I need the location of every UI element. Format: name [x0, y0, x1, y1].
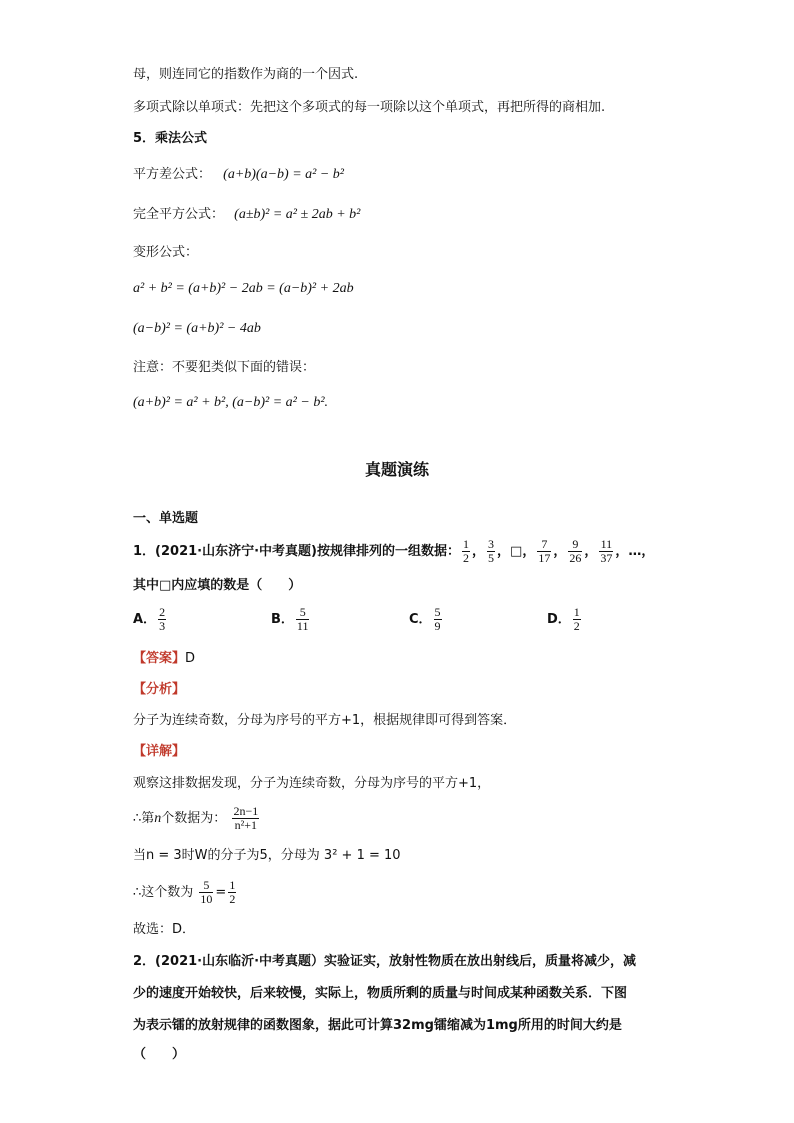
text-line: 多项式除以单项式：先把这个多项式的每一项除以这个单项式，再把所得的商相加. — [133, 100, 606, 115]
numerator: 5 — [299, 605, 306, 619]
formula-line — [133, 206, 360, 224]
option-label: B． — [271, 612, 294, 627]
separator: ， — [584, 544, 598, 559]
detail-line — [133, 802, 261, 836]
option-b — [271, 606, 311, 633]
analysis-text: 分子为连续奇数，分母为序号的平方+1，根据规律即可得到答案． — [133, 713, 517, 728]
fraction — [434, 606, 442, 633]
text-line: 母，则连同它的指数作为商的一个因式. — [133, 67, 359, 82]
variable: n — [154, 811, 162, 826]
fraction — [537, 538, 551, 565]
numerator: 5 — [434, 605, 441, 619]
option-d — [547, 606, 583, 633]
detail-line: 故选：D． — [133, 922, 196, 937]
analysis-tag: 【分析】 — [133, 682, 186, 697]
question-1-stem — [133, 538, 654, 565]
formula-label: 平方差公式： — [133, 167, 212, 182]
denominator: 17 — [538, 551, 551, 565]
fraction: $\frac{5}{10}$ — [200, 878, 213, 906]
numerator: 2 — [159, 605, 166, 619]
equals: = — [215, 885, 227, 900]
section-title: 真题演练 — [364, 460, 429, 479]
fraction: $\frac{1}{2}$ — [229, 878, 236, 906]
denominator: 26 — [569, 551, 582, 565]
question-2-line: 为表示镭的放射规律的函数图象，据此可计算32mg镭缩减为1mg所用的时间大约是 — [133, 1018, 622, 1033]
fraction: $\frac{2n-1}{\text{n²+1}}$ — [233, 804, 259, 832]
detail-text: ∴第 — [133, 811, 155, 826]
section-heading: 5．乘法公式 — [133, 131, 208, 146]
blank-box: □ — [510, 544, 523, 559]
question-1-stem-line2: 其中□内应填的数是（ ） — [133, 578, 302, 593]
numerator: 7 — [541, 537, 548, 551]
numerator: 3 — [488, 537, 495, 551]
separator: ， — [522, 544, 536, 559]
option-c — [409, 606, 444, 633]
option-label: A． — [133, 612, 157, 627]
formula-line — [133, 166, 344, 184]
detail-text: 个数据为： — [161, 811, 227, 826]
fraction — [296, 606, 310, 633]
numerator: 9 — [572, 537, 579, 551]
denominator: 2 — [573, 619, 580, 633]
fraction — [599, 538, 613, 565]
formula: (a−b)² = (a+b)² − 4ab — [133, 321, 261, 336]
numerator: 11 — [600, 537, 613, 551]
question-stem-text: 1．(2021·山东济宁·中考真题)按规律排列的一组数据： — [133, 544, 460, 559]
answer-line — [133, 650, 195, 668]
question-2-line: 2．(2021·山东临沂·中考真题）实验证实，放射性物质在放出射线后，质量将减少，减 — [133, 954, 637, 969]
formula: (a±b)² = a² ± 2ab + b² — [234, 207, 361, 222]
denominator: 11 — [296, 619, 309, 633]
denominator: 5 — [488, 551, 495, 565]
formula-label: 完全平方公式： — [133, 207, 225, 222]
detail-tag: 【详解】 — [133, 744, 186, 759]
numerator: 1 — [463, 537, 469, 551]
fraction — [462, 538, 470, 565]
part-title: 一、单选题 — [133, 511, 199, 526]
answer-tag: 【答案】 — [133, 651, 186, 666]
answer-value: D — [185, 651, 196, 666]
detail-line: 观察这排数据发现，分子为连续奇数，分母为序号的平方+1， — [133, 776, 491, 791]
denominator: 37 — [600, 551, 613, 565]
formula: (a+b)(a−b) = a² − b² — [223, 167, 344, 182]
detail-text: ∴这个数为 — [133, 885, 194, 900]
numerator: 1 — [573, 605, 580, 619]
fraction — [158, 606, 166, 633]
sequence-end: ，…， — [615, 544, 655, 559]
separator: ， — [497, 544, 511, 559]
text-line: 变形公式： — [133, 245, 199, 260]
separator: ， — [553, 544, 567, 559]
separator: ， — [472, 544, 486, 559]
fraction — [573, 606, 581, 633]
denominator: 3 — [159, 619, 166, 633]
fraction — [568, 538, 582, 565]
question-2-line: （ ） — [133, 1047, 186, 1062]
detail-line — [133, 876, 238, 910]
number-sequence — [460, 537, 615, 565]
formula: (a+b)² = a² + b², (a−b)² = a² − b². — [133, 395, 329, 410]
denominator: 9 — [434, 619, 441, 633]
denominator: 2 — [463, 551, 469, 565]
option-label: C． — [409, 612, 432, 627]
question-2-line: 少的速度开始较快，后来较慢，实际上，物质所剩的质量与时间成某种函数关系．下图 — [133, 986, 628, 1001]
text-line: 注意：不要犯类似下面的错误： — [133, 360, 316, 375]
detail-line: 当n = 3时W的分子为5，分母为 3² + 1 = 10 — [133, 848, 401, 863]
option-label: D． — [547, 612, 571, 627]
option-a — [133, 606, 168, 633]
fraction — [487, 538, 495, 565]
formula: a² + b² = (a+b)² − 2ab = (a−b)² + 2ab — [133, 281, 354, 296]
